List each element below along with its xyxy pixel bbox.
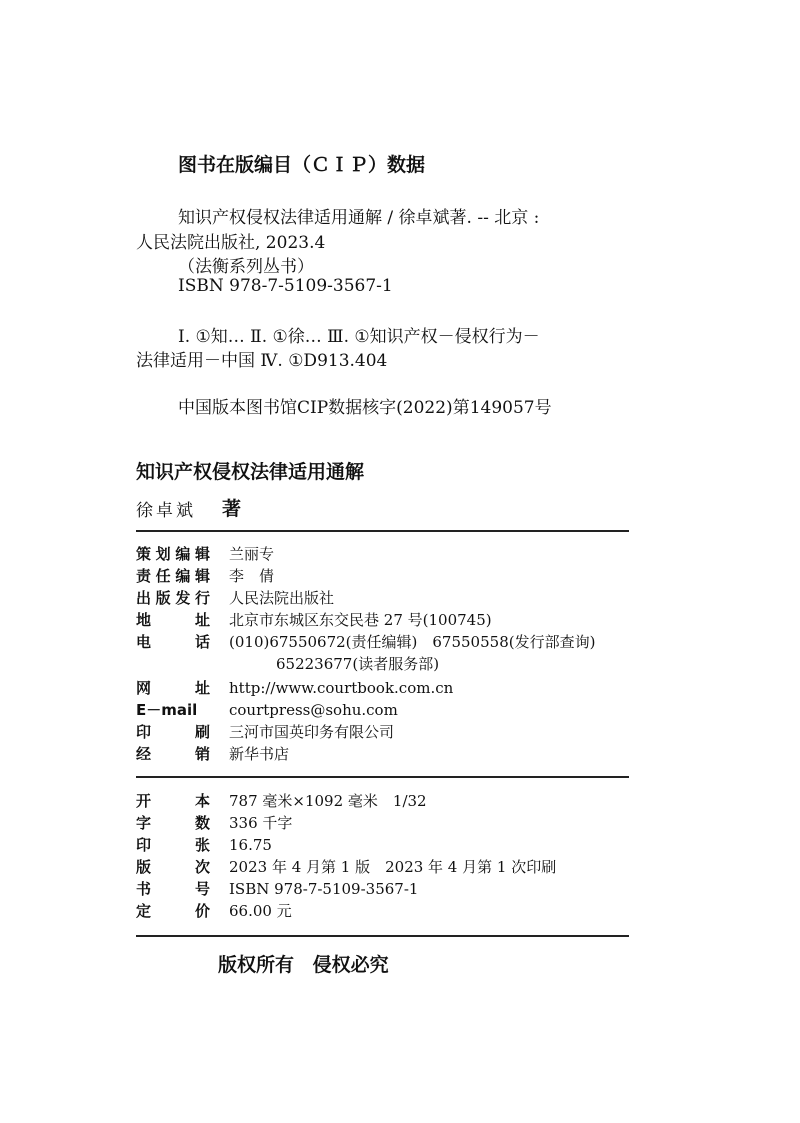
- info-label: 责任编辑: [136, 567, 210, 585]
- info-value: 65223677(读者服务部): [276, 655, 440, 673]
- cip-title: 图书在版编目（ＣＩＰ）数据: [178, 154, 426, 176]
- info-value: courtpress@sohu.com: [229, 701, 398, 719]
- info-value: http://www.courtbook.com.cn: [229, 679, 454, 697]
- divider: [136, 530, 629, 532]
- info-value: 新华书店: [229, 745, 290, 763]
- info-label: 电话: [136, 633, 210, 651]
- info-label: 策划编辑: [136, 545, 210, 563]
- info-value: 人民法院出版社: [229, 589, 335, 607]
- cip-line: （法衡系列丛书）: [178, 257, 314, 277]
- cip-line: 知识产权侵权法律适用通解 / 徐卓斌著. -- 北京 :: [178, 208, 540, 228]
- spec-label: 版次: [136, 858, 210, 876]
- spec-label: 印张: [136, 836, 210, 854]
- spec-label: 开本: [136, 792, 210, 810]
- cip-line: 法律适用－中国 Ⅳ. ①D913.404: [136, 351, 388, 371]
- info-value: 李 倩: [229, 567, 275, 585]
- cip-line: 人民法院出版社, 2023.4: [136, 233, 326, 253]
- info-value: (010)67550672(责任编辑) 67550558(发行部查询): [229, 633, 596, 651]
- spec-value: 16.75: [229, 836, 272, 854]
- spec-value: 336 千字: [229, 814, 293, 832]
- info-label: 地址: [136, 611, 210, 629]
- copyright-notice: 版权所有 侵权必究: [218, 954, 389, 976]
- spec-label: 字数: [136, 814, 210, 832]
- info-value: 兰丽专: [229, 545, 275, 563]
- info-label: E－mail: [136, 701, 198, 719]
- book-title: 知识产权侵权法律适用通解: [136, 461, 365, 483]
- spec-value: 66.00 元: [229, 902, 292, 920]
- spec-value: 787 毫米×1092 毫米 1/32: [229, 792, 427, 810]
- divider: [136, 776, 629, 778]
- spec-value: ISBN 978-7-5109-3567-1: [229, 880, 419, 898]
- cip-line: ISBN 978-7-5109-3567-1: [178, 276, 393, 296]
- spec-label: 定价: [136, 902, 210, 920]
- info-value: 三河市国英印务有限公司: [229, 723, 395, 741]
- author-role: 著: [222, 498, 242, 520]
- info-value: 北京市东城区东交民巷 27 号(100745): [229, 611, 492, 629]
- spec-label: 书号: [136, 880, 210, 898]
- info-label: 印刷: [136, 723, 210, 741]
- cip-number-line: 中国版本图书馆CIP数据核字(2022)第149057号: [178, 398, 552, 418]
- cip-line: Ⅰ. ①知… Ⅱ. ①徐… Ⅲ. ①知识产权－侵权行为－: [178, 327, 540, 347]
- divider: [136, 935, 629, 937]
- info-label: 网址: [136, 679, 210, 697]
- info-label: 经销: [136, 745, 210, 763]
- spec-value: 2023 年 4 月第 1 版 2023 年 4 月第 1 次印刷: [229, 858, 557, 876]
- info-label: 出版发行: [136, 589, 210, 607]
- author-name: 徐卓斌: [136, 501, 196, 521]
